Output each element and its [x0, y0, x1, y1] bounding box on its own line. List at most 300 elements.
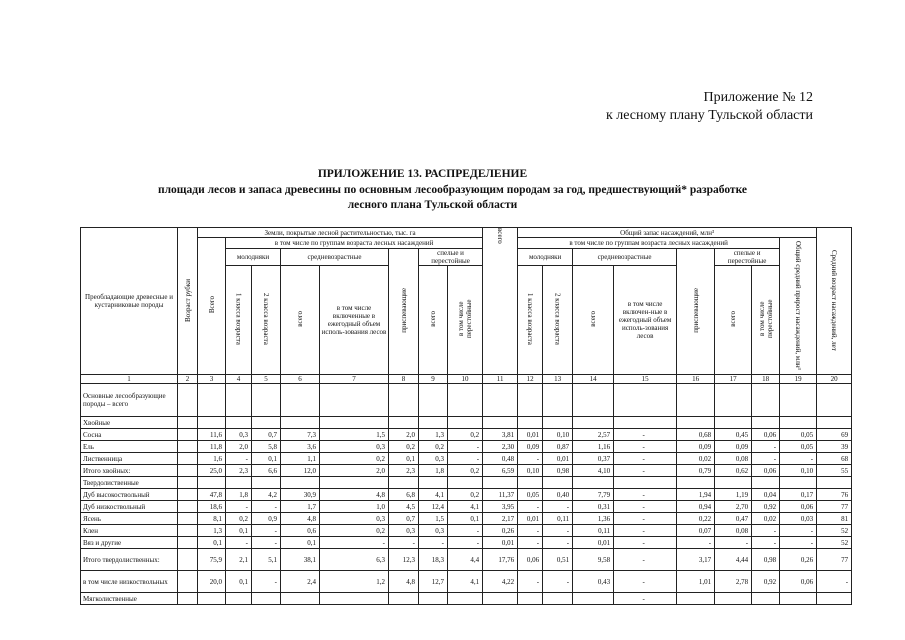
table-cell: 0,06	[752, 465, 780, 477]
table-cell	[389, 417, 419, 429]
table-cell: -	[780, 537, 817, 549]
table-cell: -	[752, 441, 780, 453]
row-label: Дуб высокоствольный	[81, 489, 178, 501]
table-cell: 0,7	[389, 513, 419, 525]
mature-over-stock-header: в том числе перестойные	[752, 266, 780, 375]
table-cell: 39	[817, 441, 852, 453]
table-cell	[614, 417, 677, 429]
table-cell	[448, 384, 483, 417]
table-cell	[178, 477, 198, 489]
table-cell: 4,1	[448, 571, 483, 593]
column-number: 12	[518, 375, 543, 384]
table-cell: 0,1	[281, 537, 320, 549]
column-number: 5	[252, 375, 281, 384]
table-cell: 0,1	[198, 537, 226, 549]
row-label: Дуб низкоствольный	[81, 501, 178, 513]
table-cell: 4,5	[389, 501, 419, 513]
table-cell	[178, 537, 198, 549]
table-cell	[752, 384, 780, 417]
table-cell: 2,1	[226, 549, 252, 571]
table-cell	[573, 593, 614, 605]
table-cell: 2,78	[715, 571, 752, 593]
document-title: ПРИЛОЖЕНИЕ 13. РАСПРЕДЕЛЕНИЕ	[317, 168, 528, 180]
column-number: 10	[448, 375, 483, 384]
table-cell	[614, 384, 677, 417]
row-label: Мягколиственные	[81, 593, 178, 605]
appendix-number: Приложение № 12	[703, 90, 813, 105]
column-number: 2	[178, 375, 198, 384]
table-cell: 0,87	[543, 441, 573, 453]
table-cell: 3,95	[483, 501, 518, 513]
table-cell: -	[252, 571, 281, 593]
table-row	[81, 429, 852, 441]
table-cell: 4,1	[448, 501, 483, 513]
mature-total-area-header: всего	[419, 266, 448, 375]
table-cell: 0,1	[226, 525, 252, 537]
table-cell: 0,31	[573, 501, 614, 513]
table-cell: -	[817, 571, 852, 593]
table-cell: 69	[817, 429, 852, 441]
table-cell: 20,0	[198, 571, 226, 593]
table-cell: 0,92	[752, 571, 780, 593]
table-cell: -	[320, 537, 389, 549]
table-cell: 55	[817, 465, 852, 477]
table-cell	[226, 477, 252, 489]
table-cell	[178, 384, 198, 417]
column-number: 1	[81, 375, 178, 384]
table-cell: 0,45	[715, 429, 752, 441]
table-cell: 11,6	[198, 429, 226, 441]
table-cell: 0,01	[518, 513, 543, 525]
table-cell	[389, 477, 419, 489]
table-cell: -	[614, 593, 677, 605]
table-cell: 1,01	[677, 571, 715, 593]
table-cell: -	[543, 571, 573, 593]
table-cell: 0,2	[226, 513, 252, 525]
table-cell	[817, 593, 852, 605]
table-cell: 0,68	[677, 429, 715, 441]
table-cell: 1,8	[419, 465, 448, 477]
table-cell: 0,2	[320, 525, 389, 537]
table-cell: 0,9	[252, 513, 281, 525]
mature-total-stock-header: всего	[715, 266, 752, 375]
table-cell: 0,05	[780, 441, 817, 453]
table-cell: 1,5	[320, 429, 389, 441]
table-cell: -	[543, 525, 573, 537]
table-cell	[543, 384, 573, 417]
table-cell	[281, 384, 320, 417]
table-cell: -	[518, 453, 543, 465]
table-cell: 2,70	[715, 501, 752, 513]
table-cell	[178, 453, 198, 465]
table-cell: 12,3	[389, 549, 419, 571]
table-cell	[715, 477, 752, 489]
total-area-header: Всего	[198, 238, 226, 375]
table-cell	[817, 477, 852, 489]
table-cell: 0,79	[677, 465, 715, 477]
table-cell: 0,2	[448, 489, 483, 501]
table-cell: 0,22	[677, 513, 715, 525]
table-cell: -	[614, 513, 677, 525]
table-cell: -	[780, 525, 817, 537]
table-cell	[780, 417, 817, 429]
mature-area-header: спелые и перестойные	[419, 249, 483, 266]
table-cell	[178, 465, 198, 477]
table-cell	[715, 417, 752, 429]
table-cell: 0,09	[518, 441, 543, 453]
table-cell: 11,37	[483, 489, 518, 501]
table-cell: 1,6	[198, 453, 226, 465]
table-cell	[198, 477, 226, 489]
table-cell: -	[614, 537, 677, 549]
table-cell: 4,44	[715, 549, 752, 571]
row-label: Твердолиственные	[81, 477, 178, 489]
table-cell: 0,2	[448, 465, 483, 477]
table-cell: 4,10	[573, 465, 614, 477]
table-cell	[419, 417, 448, 429]
table-cell: -	[614, 489, 677, 501]
table-cell: 1,16	[573, 441, 614, 453]
young-stock-header: молодняки	[518, 249, 573, 266]
table-cell: 0,04	[752, 489, 780, 501]
table-cell: 0,1	[389, 453, 419, 465]
table-cell: 0,40	[543, 489, 573, 501]
table-cell: -	[614, 549, 677, 571]
table-cell: 1,3	[419, 429, 448, 441]
table-cell: 25,0	[198, 465, 226, 477]
table-cell: 8,1	[198, 513, 226, 525]
stock-group-header: Общий запас насаждений, млн³	[518, 228, 817, 238]
column-number: 13	[543, 375, 573, 384]
middle-total-area-header: всего	[281, 266, 320, 375]
table-cell: 0,3	[389, 525, 419, 537]
table-cell: -	[518, 501, 543, 513]
table-cell: 0,2	[320, 453, 389, 465]
table-cell: -	[448, 441, 483, 453]
table-cell	[320, 593, 389, 605]
table-cell: 0,3	[320, 513, 389, 525]
table-cell: 0,08	[715, 525, 752, 537]
table-cell: 1,36	[573, 513, 614, 525]
distribution-table	[80, 227, 852, 605]
table-cell	[448, 477, 483, 489]
table-cell: 76	[817, 489, 852, 501]
table-cell: 52	[817, 537, 852, 549]
table-cell	[677, 384, 715, 417]
table-cell: 6,59	[483, 465, 518, 477]
row-label: Ель	[81, 441, 178, 453]
table-cell	[281, 593, 320, 605]
table-cell: 3,6	[281, 441, 320, 453]
table-row	[81, 525, 852, 537]
table-cell: 0,02	[677, 453, 715, 465]
total-stock-header: всего	[483, 228, 518, 375]
table-cell: 0,10	[518, 465, 543, 477]
table-cell: 1,2	[320, 571, 389, 593]
table-cell	[448, 593, 483, 605]
table-cell: 0,98	[752, 549, 780, 571]
table-cell: -	[448, 525, 483, 537]
table-cell	[573, 384, 614, 417]
table-cell	[518, 477, 543, 489]
table-cell: -	[252, 537, 281, 549]
incl-groups-area-header: в том числе по группам возраста лесных насаждений	[226, 238, 483, 249]
table-cell	[483, 384, 518, 417]
table-cell	[817, 417, 852, 429]
table-cell	[518, 384, 543, 417]
table-cell: 0,51	[543, 549, 573, 571]
table-cell: -	[518, 537, 543, 549]
table-cell	[817, 384, 852, 417]
table-cell: -	[448, 537, 483, 549]
table-cell: 7,79	[573, 489, 614, 501]
table-cell: 0,10	[780, 465, 817, 477]
table-cell: -	[614, 465, 677, 477]
table-cell: -	[226, 501, 252, 513]
column-number: 19	[780, 375, 817, 384]
middle-area-header: средневозрастные	[281, 249, 389, 266]
table-cell: 3,81	[483, 429, 518, 441]
table-cell: 38,1	[281, 549, 320, 571]
table-cell: 0,48	[483, 453, 518, 465]
table-cell	[178, 549, 198, 571]
table-row	[81, 465, 852, 477]
table-cell: 11,8	[198, 441, 226, 453]
table-cell: 0,98	[543, 465, 573, 477]
table-cell	[419, 384, 448, 417]
table-cell	[780, 593, 817, 605]
row-label: Клен	[81, 525, 178, 537]
table-cell: 0,01	[543, 453, 573, 465]
table-cell	[573, 477, 614, 489]
table-cell	[178, 525, 198, 537]
table-cell: 0,2	[389, 441, 419, 453]
table-cell: 0,43	[573, 571, 614, 593]
table-cell: 1,5	[419, 513, 448, 525]
table-cell	[178, 429, 198, 441]
table-cell: 2,17	[483, 513, 518, 525]
table-cell: 0,3	[419, 525, 448, 537]
table-row	[81, 477, 852, 489]
document-title-line3: лесного плана Тульской области	[347, 199, 518, 211]
table-cell: 4,1	[419, 489, 448, 501]
table-cell: 0,6	[281, 525, 320, 537]
table-cell: 0,09	[715, 441, 752, 453]
age-cutting-header: Возраст рубки	[178, 228, 198, 375]
table-cell: 4,2	[252, 489, 281, 501]
avg-age-header: Средний возраст насаждений, лет	[817, 228, 852, 375]
table-cell: 77	[817, 501, 852, 513]
table-row	[81, 453, 852, 465]
table-cell	[518, 417, 543, 429]
table-cell: 6,8	[389, 489, 419, 501]
table-cell	[677, 477, 715, 489]
column-number: 8	[389, 375, 419, 384]
table-cell: 1,1	[281, 453, 320, 465]
table-cell	[483, 593, 518, 605]
table-cell: 0,10	[543, 429, 573, 441]
table-cell: -	[614, 525, 677, 537]
table-cell: 5,8	[252, 441, 281, 453]
row-label: Ясень	[81, 513, 178, 525]
table-row	[81, 384, 852, 417]
table-cell	[573, 417, 614, 429]
table-cell: 0,06	[752, 429, 780, 441]
table-cell: 18,3	[419, 549, 448, 571]
row-label: Основные лесообразующие породы – всего	[81, 384, 178, 417]
table-cell: 0,06	[518, 549, 543, 571]
table-cell: 0,7	[252, 429, 281, 441]
table-cell: -	[518, 525, 543, 537]
table-cell: 4,8	[281, 513, 320, 525]
column-number: 9	[419, 375, 448, 384]
young2-stock-header: 2 класса возраста	[543, 266, 573, 375]
table-cell: 47,8	[198, 489, 226, 501]
table-cell: 1,3	[198, 525, 226, 537]
table-cell: -	[614, 441, 677, 453]
table-row	[81, 489, 852, 501]
table-cell: 0,47	[715, 513, 752, 525]
table-cell: 7,3	[281, 429, 320, 441]
table-cell	[198, 384, 226, 417]
table-header	[81, 228, 852, 375]
table-cell: 30,9	[281, 489, 320, 501]
table-cell	[320, 417, 389, 429]
table-cell: 2,3	[226, 465, 252, 477]
table-cell	[198, 417, 226, 429]
table-cell: -	[543, 537, 573, 549]
table-cell: -	[715, 537, 752, 549]
table-cell: 12,0	[281, 465, 320, 477]
table-cell: -	[448, 453, 483, 465]
table-cell: 0,11	[573, 525, 614, 537]
column-number: 7	[320, 375, 389, 384]
table-cell: 68	[817, 453, 852, 465]
table-cell: 75,9	[198, 549, 226, 571]
table-cell: 0,01	[573, 537, 614, 549]
premature-stock-header: приспевающие	[677, 249, 715, 375]
table-cell: 12,4	[419, 501, 448, 513]
table-cell: 0,03	[780, 513, 817, 525]
table-cell: 4,22	[483, 571, 518, 593]
table-cell	[614, 477, 677, 489]
table-cell: 2,0	[226, 441, 252, 453]
table-cell: -	[677, 537, 715, 549]
table-cell	[518, 593, 543, 605]
table-cell: 0,01	[483, 537, 518, 549]
table-cell	[677, 417, 715, 429]
table-cell	[543, 477, 573, 489]
appendix-subtitle: к лесному плану Тульской области	[605, 108, 813, 123]
table-cell: 0,08	[715, 453, 752, 465]
table-cell	[752, 417, 780, 429]
table-cell	[178, 441, 198, 453]
table-cell: 0,2	[419, 441, 448, 453]
table-cell: 0,1	[448, 513, 483, 525]
table-cell: 0,1	[226, 571, 252, 593]
row-label: Итого твердолиственных:	[81, 549, 178, 571]
table-cell	[281, 417, 320, 429]
table-cell	[715, 593, 752, 605]
table-cell: 0,3	[419, 453, 448, 465]
table-cell: 0,02	[752, 513, 780, 525]
table-cell	[178, 489, 198, 501]
table-cell	[752, 593, 780, 605]
table-row	[81, 571, 852, 593]
young2-area-header: 2 класса возраста	[252, 266, 281, 375]
table-row	[81, 501, 852, 513]
table-cell: 0,05	[518, 489, 543, 501]
table-row	[81, 441, 852, 453]
table-cell	[178, 417, 198, 429]
table-cell	[677, 593, 715, 605]
row-label: в том числе низкоствольных	[81, 571, 178, 593]
table-cell: -	[252, 501, 281, 513]
table-cell: 0,11	[543, 513, 573, 525]
table-cell: -	[614, 453, 677, 465]
table-cell	[252, 477, 281, 489]
table-cell	[419, 477, 448, 489]
table-row	[81, 417, 852, 429]
table-cell: 0,2	[448, 429, 483, 441]
table-cell	[178, 501, 198, 513]
table-cell: 2,3	[389, 465, 419, 477]
table-cell: -	[780, 453, 817, 465]
table-cell	[389, 593, 419, 605]
table-cell: 3,17	[677, 549, 715, 571]
table-cell: 0,62	[715, 465, 752, 477]
growth-header: Общий средний прирост насаждений, млн³	[780, 238, 817, 375]
column-number: 15	[614, 375, 677, 384]
table-cell: 0,17	[780, 489, 817, 501]
table-cell	[178, 593, 198, 605]
table-cell: 0,07	[677, 525, 715, 537]
table-cell: 18,6	[198, 501, 226, 513]
table-cell: 6,6	[252, 465, 281, 477]
table-cell: -	[419, 537, 448, 549]
mature-stock-header: спелые и перестойные	[715, 249, 780, 266]
table-cell	[543, 593, 573, 605]
young1-area-header: 1 класса возраста	[226, 266, 252, 375]
table-cell: 52	[817, 525, 852, 537]
table-cell: 81	[817, 513, 852, 525]
table-cell: 0,06	[780, 501, 817, 513]
table-row	[81, 593, 852, 605]
table-cell: -	[614, 571, 677, 593]
table-cell	[483, 477, 518, 489]
table-cell: 17,76	[483, 549, 518, 571]
table-cell: -	[518, 571, 543, 593]
table-cell: 1,0	[320, 501, 389, 513]
table-cell	[752, 477, 780, 489]
table-cell	[543, 417, 573, 429]
table-cell: 4,4	[448, 549, 483, 571]
table-cell: -	[752, 537, 780, 549]
table-cell: -	[389, 537, 419, 549]
table-cell	[252, 593, 281, 605]
table-cell: 0,09	[677, 441, 715, 453]
table-cell	[320, 477, 389, 489]
table-cell: -	[614, 429, 677, 441]
incl-groups-stock-header: в том числе по группам возраста лесных насаждений	[518, 238, 780, 249]
column-numbers	[81, 375, 852, 384]
lands-group-header: Земли, покрытые лесной растительностью, тыс. га	[198, 228, 483, 238]
row-label: Сосна	[81, 429, 178, 441]
table-cell: 12,7	[419, 571, 448, 593]
table-cell: 4,8	[320, 489, 389, 501]
table-row	[81, 537, 852, 549]
table-cell: 5,1	[252, 549, 281, 571]
